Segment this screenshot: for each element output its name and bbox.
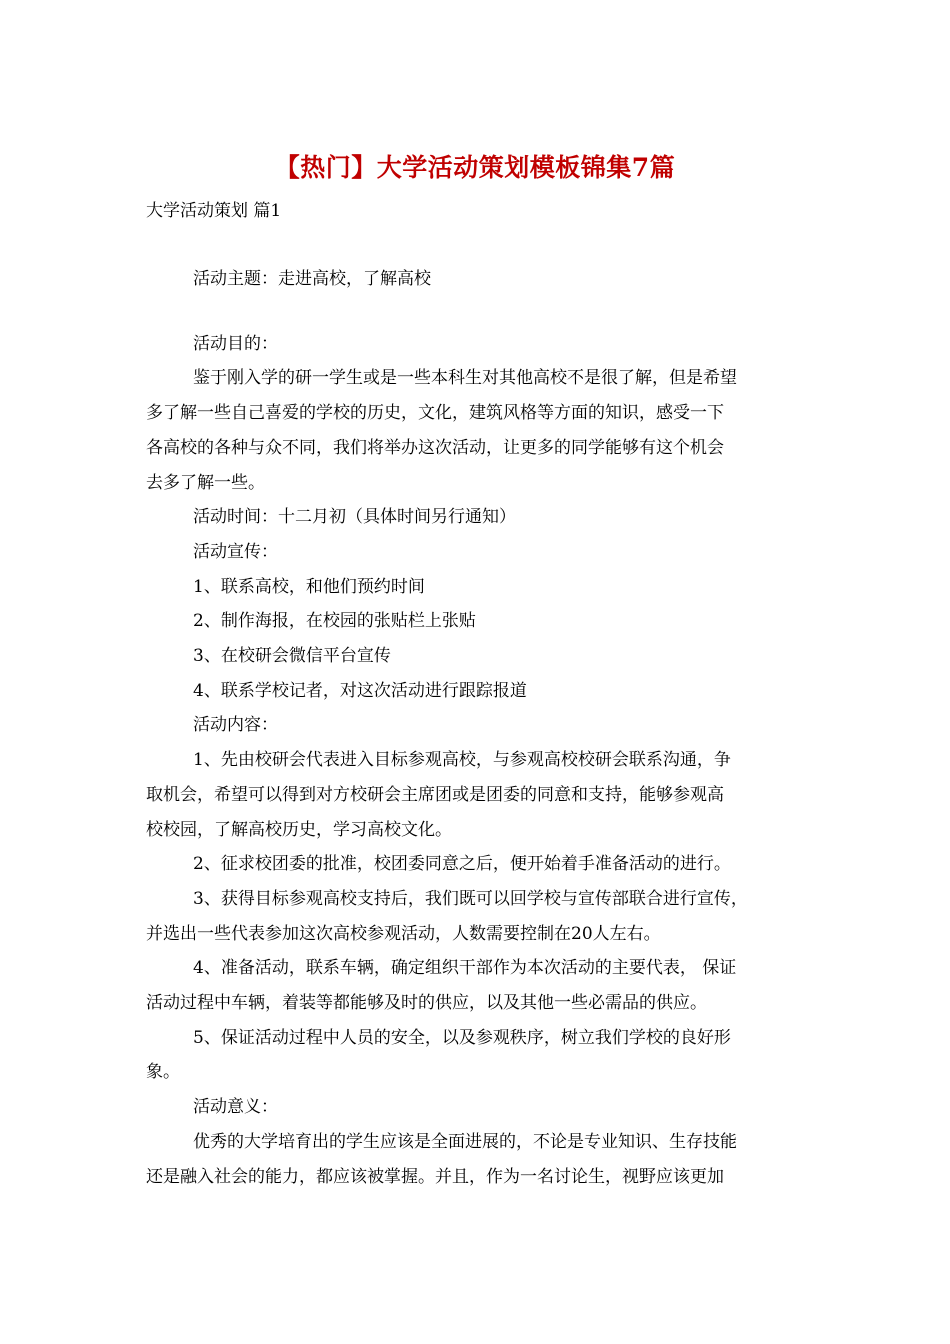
paragraph-line: 活动过程中车辆，着装等都能够及时的供应，以及其他一些必需品的供应。 (146, 993, 707, 1014)
paragraph-line: 活动主题：走进高校，了解高校 (193, 269, 431, 289)
document-title: 【热门】大学活动策划模板锦集7篇 (274, 153, 676, 182)
paragraph-line: 鉴于刚入学的研一学生或是一些本科生对其他高校不是很了解，但是希望 (193, 368, 737, 389)
paragraph-line: 5、保证活动过程中人员的安全，以及参观秩序，树立我们学校的良好形 (193, 1027, 731, 1048)
paragraph-line: 活动内容： (193, 715, 278, 736)
paragraph-line: 3、获得目标参观高校支持后，我们既可以回学校与宣传部联合进行宣传， (193, 888, 748, 909)
paragraph-line: 并选出一些代表参加这次高校参观活动，人数需要控制在20人左右。 (146, 923, 661, 944)
paragraph-line: 活动意义： (193, 1097, 278, 1118)
paragraph-line: 各高校的各种与众不同，我们将举办这次活动，让更多的同学能够有这个机会 (146, 437, 724, 458)
paragraph-line: 4、准备活动，联系车辆，确定组织干部作为本次活动的主要代表， 保证 (193, 958, 737, 979)
paragraph-line: 3、在校研会微信平台宣传 (193, 646, 391, 667)
paragraph-line: 活动时间：十二月初（具体时间另行通知） (193, 507, 516, 528)
paragraph-line: 1、联系高校，和他们预约时间 (193, 576, 425, 597)
paragraph-line: 取机会，希望可以得到对方校研会主席团或是团委的同意和支持，能够参观高 (146, 784, 724, 805)
paragraph-line: 2、征求校团委的批准，校团委同意之后，便开始着手准备活动的进行。 (193, 854, 731, 875)
paragraph-line: 1、先由校研会代表进入目标参观高校，与参观高校校研会联系沟通，争 (193, 750, 731, 771)
document-body (146, 262, 806, 1194)
paragraph-line: 优秀的大学培育出的学生应该是全面进展的，不论是专业知识、生存技能 (193, 1131, 737, 1152)
paragraph-line: 去多了解一些。 (146, 472, 265, 493)
section-heading: 大学活动策划 篇1 (146, 201, 282, 221)
paragraph-line: 活动宣传： (193, 541, 278, 562)
paragraph-line: 校校园，了解高校历史，学习高校文化。 (146, 819, 452, 840)
paragraph-line: 4、联系学校记者，对这次活动进行跟踪报道 (193, 680, 527, 701)
paragraph-line: 2、制作海报，在校园的张贴栏上张贴 (193, 611, 476, 632)
paragraph-line: 多了解一些自己喜爱的学校的历史，文化，建筑风格等方面的知识，感受一下 (146, 403, 724, 424)
paragraph-line: 象。 (146, 1062, 180, 1083)
paragraph-line: 还是融入社会的能力，都应该被掌握。并且，作为一名讨论生，视野应该更加 (146, 1166, 724, 1187)
paragraph-line: 活动目的： (193, 333, 278, 354)
